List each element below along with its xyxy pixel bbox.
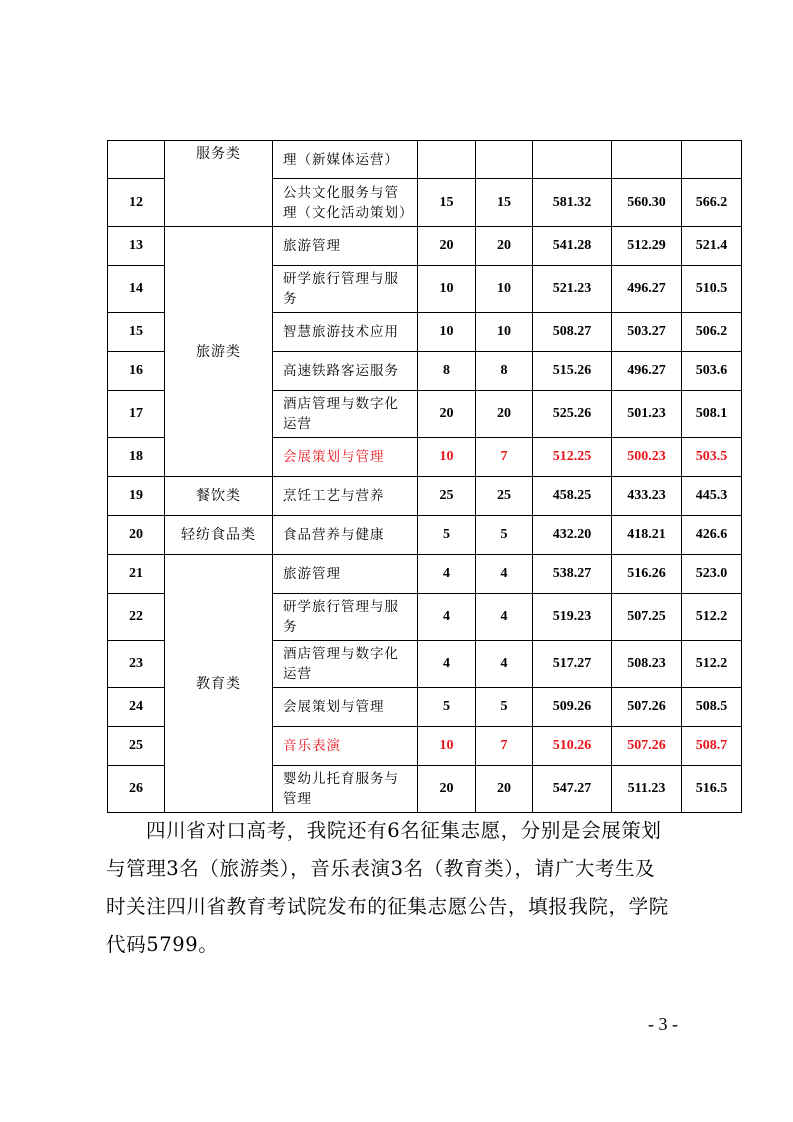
avg-score-cell: 426.6 xyxy=(682,516,742,555)
row-number-cell: 16 xyxy=(108,352,165,391)
avg-score-cell: 508.5 xyxy=(682,688,742,727)
row-number-cell: 12 xyxy=(108,179,165,227)
admitted-count-cell: 8 xyxy=(476,352,533,391)
min-score-cell: 496.27 xyxy=(612,352,682,391)
max-score-cell xyxy=(533,141,612,179)
min-score-cell: 500.23 xyxy=(612,438,682,477)
avg-score-cell: 508.1 xyxy=(682,391,742,438)
max-score-cell: 538.27 xyxy=(533,555,612,594)
major-cell: 高速铁路客运服务 xyxy=(273,352,418,391)
avg-score-cell: 503.6 xyxy=(682,352,742,391)
min-score-cell: 508.23 xyxy=(612,641,682,688)
table-row xyxy=(108,516,742,555)
row-number-cell: 21 xyxy=(108,555,165,594)
plan-count-cell: 10 xyxy=(418,727,476,766)
category-cell: 轻纺食品类 xyxy=(165,516,273,555)
row-number-cell: 25 xyxy=(108,727,165,766)
avg-score-cell: 523.0 xyxy=(682,555,742,594)
max-score-cell: 512.25 xyxy=(533,438,612,477)
major-cell: 理（新媒体运营） xyxy=(273,141,418,179)
row-number-cell xyxy=(108,141,165,179)
plan-count-cell: 8 xyxy=(418,352,476,391)
admission-score-table xyxy=(107,140,742,813)
min-score-cell: 507.26 xyxy=(612,688,682,727)
admitted-count-cell: 5 xyxy=(476,516,533,555)
max-score-cell: 541.28 xyxy=(533,227,612,266)
avg-score-cell: 566.2 xyxy=(682,179,742,227)
table-row xyxy=(108,227,742,266)
max-score-cell: 517.27 xyxy=(533,641,612,688)
row-number-cell: 20 xyxy=(108,516,165,555)
plan-count-cell: 20 xyxy=(418,766,476,813)
plan-count-cell: 4 xyxy=(418,555,476,594)
row-number-cell: 24 xyxy=(108,688,165,727)
avg-score-cell xyxy=(682,141,742,179)
avg-score-cell: 512.2 xyxy=(682,641,742,688)
max-score-cell: 525.26 xyxy=(533,391,612,438)
admitted-count-cell: 4 xyxy=(476,594,533,641)
major-cell: 酒店管理与数字化运营 xyxy=(273,391,418,438)
plan-count-cell: 25 xyxy=(418,477,476,516)
min-score-cell: 507.26 xyxy=(612,727,682,766)
major-cell: 公共文化服务与管理（文化活动策划） xyxy=(273,179,418,227)
category-cell: 教育类 xyxy=(165,555,273,813)
admitted-count-cell xyxy=(476,141,533,179)
plan-count-cell: 10 xyxy=(418,438,476,477)
max-score-cell: 508.27 xyxy=(533,313,612,352)
admitted-count-cell: 4 xyxy=(476,641,533,688)
plan-count-cell: 20 xyxy=(418,391,476,438)
min-score-cell: 433.23 xyxy=(612,477,682,516)
min-score-cell: 503.27 xyxy=(612,313,682,352)
max-score-cell: 581.32 xyxy=(533,179,612,227)
max-score-cell: 432.20 xyxy=(533,516,612,555)
avg-score-cell: 506.2 xyxy=(682,313,742,352)
admitted-count-cell: 20 xyxy=(476,391,533,438)
max-score-cell: 521.23 xyxy=(533,266,612,313)
row-number-cell: 26 xyxy=(108,766,165,813)
major-cell: 智慧旅游技术应用 xyxy=(273,313,418,352)
avg-score-cell: 516.5 xyxy=(682,766,742,813)
min-score-cell xyxy=(612,141,682,179)
admitted-count-cell: 10 xyxy=(476,313,533,352)
plan-count-cell: 15 xyxy=(418,179,476,227)
admitted-count-cell: 25 xyxy=(476,477,533,516)
major-cell: 酒店管理与数字化运营 xyxy=(273,641,418,688)
row-number-cell: 22 xyxy=(108,594,165,641)
plan-count-cell: 10 xyxy=(418,266,476,313)
max-score-cell: 515.26 xyxy=(533,352,612,391)
table-row xyxy=(108,477,742,516)
row-number-cell: 19 xyxy=(108,477,165,516)
category-cell: 餐饮类 xyxy=(165,477,273,516)
row-number-cell: 18 xyxy=(108,438,165,477)
max-score-cell: 519.23 xyxy=(533,594,612,641)
min-score-cell: 512.29 xyxy=(612,227,682,266)
major-cell: 研学旅行管理与服务 xyxy=(273,594,418,641)
min-score-cell: 496.27 xyxy=(612,266,682,313)
plan-count-cell: 5 xyxy=(418,516,476,555)
min-score-cell: 507.25 xyxy=(612,594,682,641)
major-cell: 食品营养与健康 xyxy=(273,516,418,555)
major-cell: 会展策划与管理 xyxy=(273,438,418,477)
min-score-cell: 511.23 xyxy=(612,766,682,813)
max-score-cell: 458.25 xyxy=(533,477,612,516)
admitted-count-cell: 7 xyxy=(476,438,533,477)
plan-count-cell: 5 xyxy=(418,688,476,727)
avg-score-cell: 503.5 xyxy=(682,438,742,477)
category-cell: 旅游类 xyxy=(165,227,273,477)
admitted-count-cell: 10 xyxy=(476,266,533,313)
avg-score-cell: 512.2 xyxy=(682,594,742,641)
row-number-cell: 13 xyxy=(108,227,165,266)
notice-line-1: 四川省对口高考，我院还有6名征集志愿，分别是会展策划 xyxy=(146,819,662,842)
admitted-count-cell: 5 xyxy=(476,688,533,727)
plan-count-cell xyxy=(418,141,476,179)
row-number-cell: 17 xyxy=(108,391,165,438)
plan-count-cell: 10 xyxy=(418,313,476,352)
admitted-count-cell: 20 xyxy=(476,227,533,266)
avg-score-cell: 445.3 xyxy=(682,477,742,516)
avg-score-cell: 510.5 xyxy=(682,266,742,313)
min-score-cell: 418.21 xyxy=(612,516,682,555)
category-cell: 服务类 xyxy=(165,141,273,227)
min-score-cell: 501.23 xyxy=(612,391,682,438)
notice-line-4: 代码5799。 xyxy=(106,933,219,956)
notice-line-3: 时关注四川省教育考试院发布的征集志愿公告，填报我院，学院 xyxy=(106,895,669,918)
min-score-cell: 516.26 xyxy=(612,555,682,594)
major-cell: 婴幼儿托育服务与管理 xyxy=(273,766,418,813)
plan-count-cell: 4 xyxy=(418,641,476,688)
major-cell: 烹饪工艺与营养 xyxy=(273,477,418,516)
admitted-count-cell: 15 xyxy=(476,179,533,227)
max-score-cell: 547.27 xyxy=(533,766,612,813)
max-score-cell: 509.26 xyxy=(533,688,612,727)
row-number-cell: 23 xyxy=(108,641,165,688)
page-number: - 3 - xyxy=(648,1014,678,1034)
table-row xyxy=(108,555,742,594)
max-score-cell: 510.26 xyxy=(533,727,612,766)
major-cell: 旅游管理 xyxy=(273,227,418,266)
row-number-cell: 15 xyxy=(108,313,165,352)
plan-count-cell: 4 xyxy=(418,594,476,641)
major-cell: 音乐表演 xyxy=(273,727,418,766)
admitted-count-cell: 20 xyxy=(476,766,533,813)
plan-count-cell: 20 xyxy=(418,227,476,266)
admitted-count-cell: 7 xyxy=(476,727,533,766)
avg-score-cell: 508.7 xyxy=(682,727,742,766)
major-cell: 会展策划与管理 xyxy=(273,688,418,727)
admitted-count-cell: 4 xyxy=(476,555,533,594)
row-number-cell: 14 xyxy=(108,266,165,313)
notice-line-2: 与管理3名（旅游类），音乐表演3名（教育类），请广大考生及 xyxy=(106,857,656,880)
avg-score-cell: 521.4 xyxy=(682,227,742,266)
table-row xyxy=(108,141,742,179)
major-cell: 旅游管理 xyxy=(273,555,418,594)
min-score-cell: 560.30 xyxy=(612,179,682,227)
major-cell: 研学旅行管理与服务 xyxy=(273,266,418,313)
